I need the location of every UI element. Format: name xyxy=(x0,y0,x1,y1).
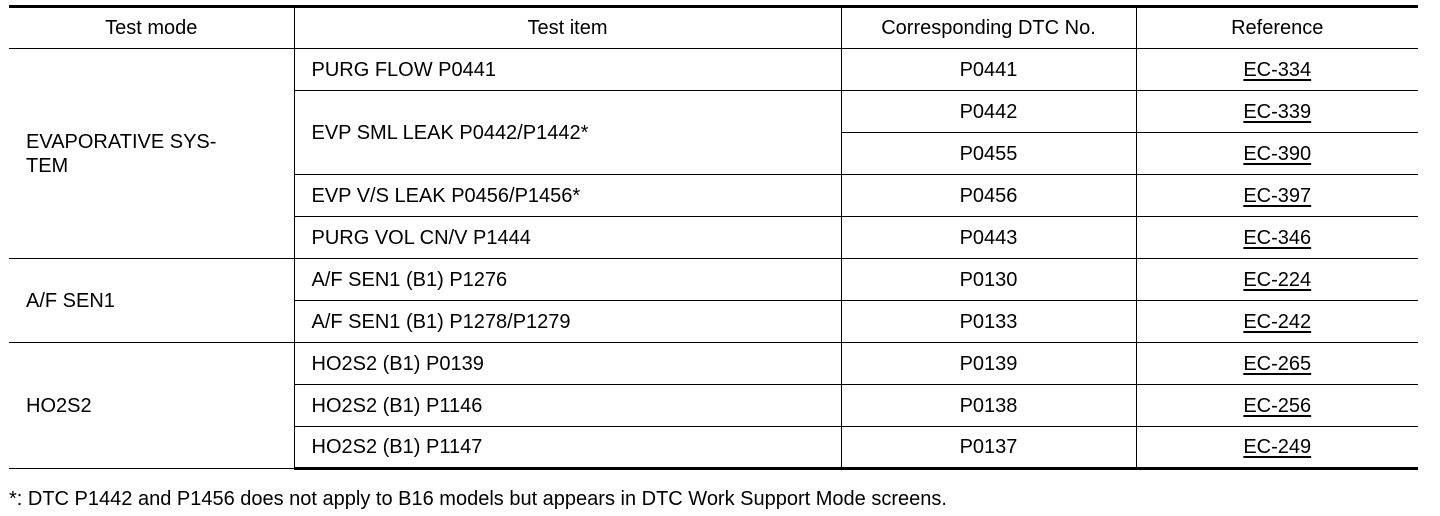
reference-cell xyxy=(1136,133,1418,175)
reference-cell xyxy=(1136,385,1418,427)
reference-cell xyxy=(1136,301,1418,343)
reference-link[interactable]: EC-346 xyxy=(1243,226,1312,249)
header-reference: Reference xyxy=(1136,7,1418,49)
test-mode-cell: A/F SEN1 xyxy=(9,259,294,343)
reference-link[interactable]: EC-256 xyxy=(1243,394,1312,417)
reference-link[interactable]: EC-390 xyxy=(1243,142,1312,165)
reference-cell xyxy=(1136,175,1418,217)
dtc-cell: P0456 xyxy=(841,175,1136,217)
reference-link[interactable]: EC-397 xyxy=(1243,184,1312,207)
reference-link[interactable]: EC-224 xyxy=(1243,268,1312,291)
reference-link[interactable]: EC-249 xyxy=(1243,436,1312,458)
table-row xyxy=(9,49,1418,91)
dtc-cell: P0133 xyxy=(841,301,1136,343)
dtc-cell: P0130 xyxy=(841,259,1136,301)
reference-link[interactable]: EC-242 xyxy=(1243,310,1312,333)
test-item-cell: HO2S2 (B1) P0139 xyxy=(294,343,841,385)
dtc-cell: P0455 xyxy=(841,133,1136,175)
dtc-cell: P0138 xyxy=(841,385,1136,427)
test-item-cell: EVP SML LEAK P0442/P1442* xyxy=(294,91,841,175)
test-item-cell: A/F SEN1 (B1) P1276 xyxy=(294,259,841,301)
footnote: *: DTC P1442 and P1456 does not apply to B16 models but appears in DTC Work Support Mode screens. xyxy=(9,488,947,510)
dtc-cell: P0139 xyxy=(841,343,1136,385)
header-dtc-no: Corresponding DTC No. xyxy=(841,7,1136,49)
test-mode-cell: HO2S2 xyxy=(9,343,294,469)
header-test-mode: Test mode xyxy=(9,7,294,49)
table-row xyxy=(9,259,1418,301)
table-header-row xyxy=(9,7,1418,49)
dtc-cell: P0442 xyxy=(841,91,1136,133)
reference-cell xyxy=(1136,217,1418,259)
reference-cell xyxy=(1136,259,1418,301)
test-item-cell: PURG FLOW P0441 xyxy=(294,49,841,91)
dtc-cell: P0441 xyxy=(841,49,1136,91)
dtc-cell: P0137 xyxy=(841,427,1136,469)
header-test-item: Test item xyxy=(294,7,841,49)
reference-cell xyxy=(1136,427,1418,469)
test-item-cell: EVP V/S LEAK P0456/P1456* xyxy=(294,175,841,217)
reference-link[interactable]: EC-334 xyxy=(1243,58,1312,81)
reference-cell xyxy=(1136,49,1418,91)
test-item-cell: PURG VOL CN/V P1444 xyxy=(294,217,841,259)
reference-link[interactable]: EC-339 xyxy=(1243,100,1312,123)
test-item-cell: HO2S2 (B1) P1147 xyxy=(294,427,841,469)
test-item-cell: HO2S2 (B1) P1146 xyxy=(294,385,841,427)
test-item-cell: A/F SEN1 (B1) P1278/P1279 xyxy=(294,301,841,343)
dtc-test-table xyxy=(9,5,1418,470)
reference-cell xyxy=(1136,343,1418,385)
test-mode-label: EVAPORATIVE SYS- TEM xyxy=(26,130,217,177)
test-mode-cell xyxy=(9,49,294,259)
reference-cell xyxy=(1136,91,1418,133)
table-row xyxy=(9,343,1418,385)
reference-link[interactable]: EC-265 xyxy=(1243,352,1312,375)
dtc-cell: P0443 xyxy=(841,217,1136,259)
